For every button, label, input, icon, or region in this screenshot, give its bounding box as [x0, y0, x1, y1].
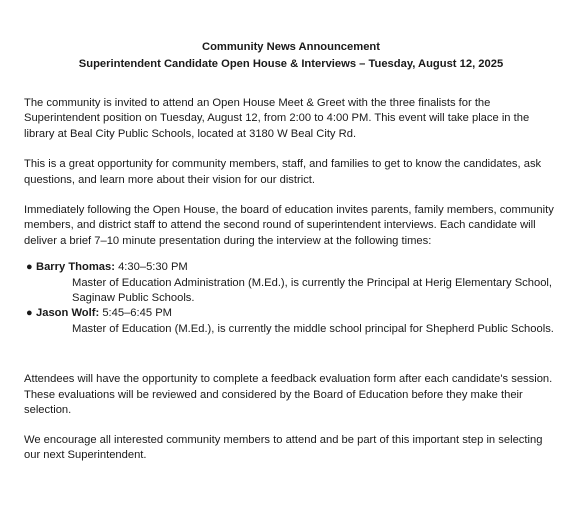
candidate-name: Jason Wolf:: [36, 307, 100, 320]
feedback-paragraph: Attendees will have the opportunity to complete a feedback evaluation form after each candidate's session. These evaluations will be reviewed and considered by the Board of Education before they make their selection.: [24, 373, 553, 417]
candidate-time: 4:30–5:30 PM: [118, 261, 188, 274]
candidate-description: Master of Education (M.Ed.), is currently the middle school principal for Shepherd Public Schools.: [72, 322, 554, 335]
candidate-time: 5:45–6:45 PM: [102, 307, 172, 320]
candidate-item: [26, 306, 558, 337]
interviews-paragraph: Immediately following the Open House, the board of education invites parents, family members, community members, and district staff to attend the second round of superintendent interviews. Each candidate will deliver a brief 7–10 minute presentation during the interview at the following times:: [24, 204, 554, 247]
document-title: Community News Announcement: [202, 41, 380, 53]
candidate-description: Master of Education Administration (M.Ed.), is currently the Principal at Herig Elementary School, Saginaw Public Schools.: [72, 276, 553, 305]
bullet-icon: ●: [26, 261, 33, 274]
bullet-icon: ●: [26, 307, 33, 320]
closing-paragraph: We encourage all interested community members to attend and be part of this important step in selecting our next Superintendent.: [24, 433, 543, 461]
intro-paragraph: The community is invited to attend an Open House Meet & Greet with the three finalists for the Superintendent position on Tuesday, August 12, from 2:00 to 4:00 PM. This event will take place in the library at Beal City Public Schools, located at 3180 W Beal City Rd.: [24, 97, 530, 140]
candidate-item: [26, 260, 558, 306]
candidate-name: Barry Thomas:: [36, 261, 115, 274]
document-subtitle: Superintendent Candidate Open House & Interviews – Tuesday, August 12, 2025: [78, 58, 504, 70]
candidate-list: [24, 260, 558, 337]
opportunity-paragraph: This is a great opportunity for community members, staff, and families to get to know the candidates, ask questions, and learn more about their vision for our district.: [24, 158, 542, 186]
